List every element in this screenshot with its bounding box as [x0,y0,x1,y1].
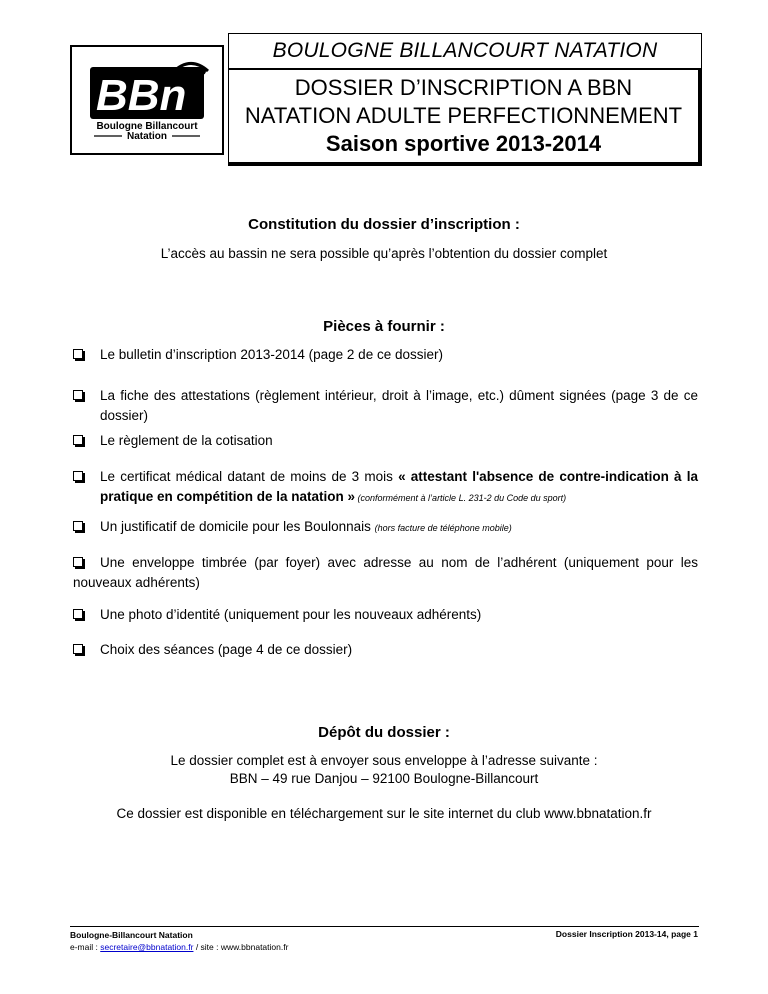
checkbox-icon[interactable] [73,349,83,359]
checkbox-icon[interactable] [73,435,83,445]
checklist-item [73,431,698,451]
footer-org: Boulogne-Billancourt Natation [70,930,193,940]
club-logo [70,45,224,155]
bbn-logo-graphic [72,47,222,153]
checkbox-icon[interactable] [73,557,83,567]
footer-page-info: Dossier Inscription 2013-14, page 1 [555,929,698,939]
download-info: Ce dossier est disponible en téléchargement sur le site internet du club www.bbnatation.fr [116,806,652,821]
checklist-item [73,517,698,538]
checklist-item-text: La fiche des attestations (règlement intérieur, droit à l’image, etc.) dûment signées (page 3 de ce dossier) [100,388,698,423]
checklist-item-text: Le bulletin d’inscription 2013-2014 (page 2 de ce dossier) [100,347,443,362]
checklist-item [73,345,698,365]
constitution-text: L’accès au bassin ne sera possible qu’après l’obtention du dossier complet [160,246,608,261]
pieces-heading: Pièces à fournir : [323,318,445,335]
checklist-item-text: Une photo d’identité (uniquement pour les nouveaux adhérents) [100,607,482,622]
checkbox-icon[interactable] [73,521,83,531]
footer-email-label: e-mail : [70,942,101,952]
constitution-heading: Constitution du dossier d’inscription : [248,216,520,233]
checklist-item-text: Choix des séances (page 4 de ce dossier) [100,642,353,657]
checklist-item-text [100,517,698,538]
logo-line2: Natation [127,131,167,142]
checklist-item-text: Une enveloppe timbrée (par foyer) avec adresse au nom de l’adhérent (uniquement pour les nouveaux adhérents) [73,555,698,590]
doc-title-line-2: NATATION ADULTE PERFECTIONNEMENT [244,103,683,128]
checklist-item [73,386,698,426]
doc-title-line-1: DOSSIER D’INSCRIPTION A BBN [294,75,633,100]
checkbox-icon[interactable] [73,644,83,654]
season-title: Saison sportive 2013-2014 [325,131,602,156]
checklist-item-text [100,467,698,508]
footer-email-link[interactable]: secretaire@bbnatation.fr [100,942,194,952]
depot-address: BBN – 49 rue Danjou – 92100 Boulogne-Billancourt [229,771,539,786]
certificat-legal-note: (conformément à l’article L. 231-2 du Code du sport) [355,493,567,503]
footer-contact-line [70,941,288,953]
checklist-item [73,640,698,660]
certificat-text: Le certificat médical datant de moins de 3 mois [100,469,399,484]
checkbox-icon[interactable] [73,471,83,481]
footer-contact [70,929,288,953]
checklist-item [73,467,698,508]
footer-divider [70,926,699,927]
certificat-bold-text: « attestant l'absence de contre-indication à la pratique en compétition de la natation » [100,469,698,504]
logo-brand-text: BBn [96,71,187,120]
checklist-item-text: Le règlement de la cotisation [100,433,273,448]
checklist-item [73,553,698,593]
document-title-box [228,69,702,166]
justificatif-note: (hors facture de téléphone mobile) [374,523,512,533]
justificatif-text: Un justificatif de domicile pour les Boulonnais [100,519,375,534]
footer-site: / site : www.bbnatation.fr [193,942,289,952]
club-title: BOULOGNE BILLANCOURT NATATION [272,39,658,62]
checklist-item [73,605,698,625]
club-title-box [228,33,702,69]
logo-line1: Boulogne Billancourt [96,121,198,132]
checkbox-icon[interactable] [73,390,83,400]
depot-line-1: Le dossier complet est à envoyer sous enveloppe à l’adresse suivante : [170,753,598,768]
depot-heading: Dépôt du dossier : [318,724,450,741]
checkbox-icon[interactable] [73,609,83,619]
